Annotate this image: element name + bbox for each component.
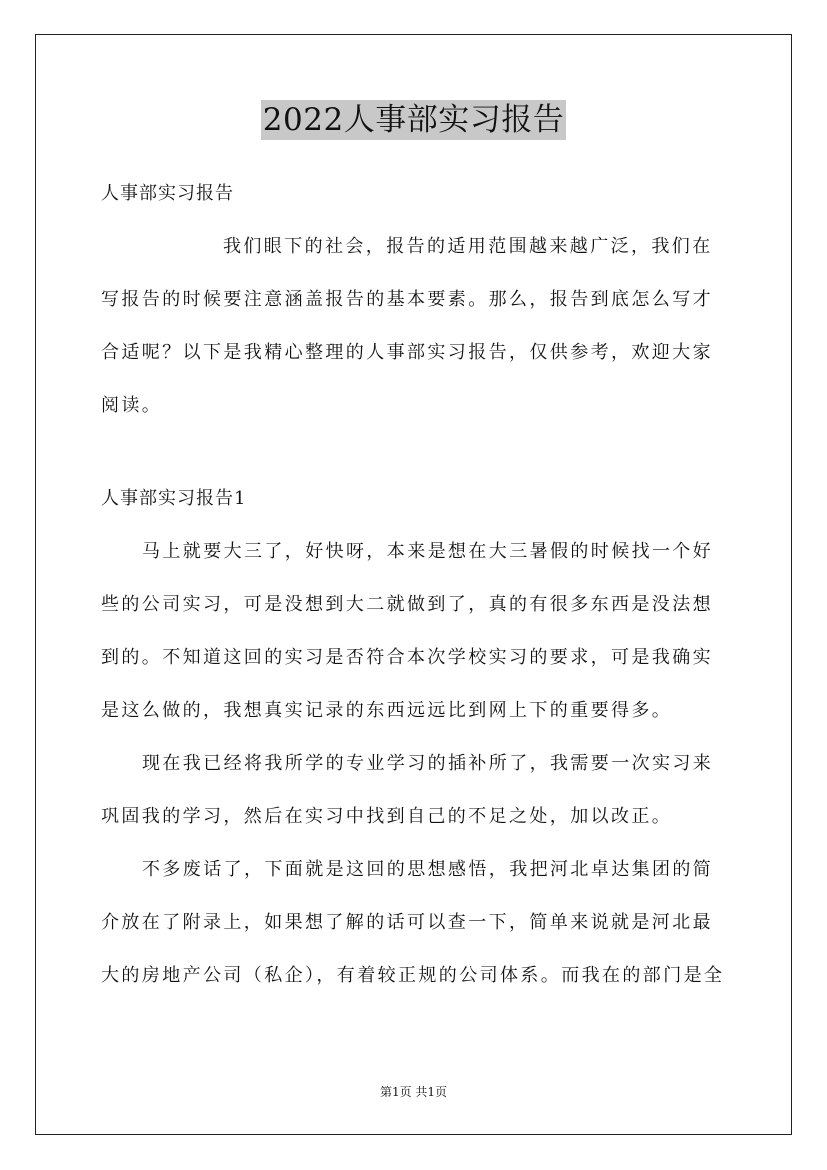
paragraph-line: 不多废话了，下面就是这回的思想感悟，我把河北卓达集团的简 (142, 859, 714, 880)
document-title: 2022人事部实习报告 (262, 102, 565, 138)
paragraph-line: 到的。不知道这回的实习是否符合本次学校实习的要求，可是我确实 (101, 647, 713, 668)
paragraph-line: 介放在了附录上，如果想了解的话可以查一下，简单来说就是河北最 (101, 912, 713, 933)
intro-line: 合适呢？以下是我精心整理的人事部实习报告，仅供参考，欢迎大家 (101, 342, 713, 363)
title-block (0, 100, 827, 140)
intro-paragraph (101, 227, 727, 426)
paragraph-line: 巩固我的学习，然后在实习中找到自己的不足之处，加以改正。 (101, 806, 673, 827)
paragraph-line: 是这么做的，我想真实记录的东西远远比到网上下的重要得多。 (101, 700, 673, 721)
paragraph-line: 马上就要大三了，好快呀，本来是想在大三暑假的时候找一个好 (142, 541, 714, 562)
paragraph-3 (101, 850, 727, 996)
paragraph-1 (101, 532, 727, 731)
paragraph-line: 大的房地产公司（私企），有着较正规的公司体系。而我在的部门是全 (101, 965, 725, 986)
intro-line: 写报告的时候要注意涵盖报告的基本要素。那么，报告到底怎么写才 (101, 289, 713, 310)
section-heading: 人事部实习报告1 (101, 488, 247, 509)
intro-line: 我们眼下的社会，报告的适用范围越来越广泛，我们在 (223, 236, 713, 257)
paragraph-line: 现在我已经将我所学的专业学习的插补所了，我需要一次实习来 (142, 753, 714, 774)
document-subtitle: 人事部实习报告 (101, 183, 234, 204)
intro-line: 阅读。 (101, 395, 163, 416)
page-footer: 第1页 共1页 (379, 1085, 448, 1099)
paragraph-line: 些的公司实习，可是没想到大二就做到了，真的有很多东西是没法想 (101, 594, 713, 615)
paragraph-2 (101, 744, 727, 837)
document-body (101, 174, 727, 996)
